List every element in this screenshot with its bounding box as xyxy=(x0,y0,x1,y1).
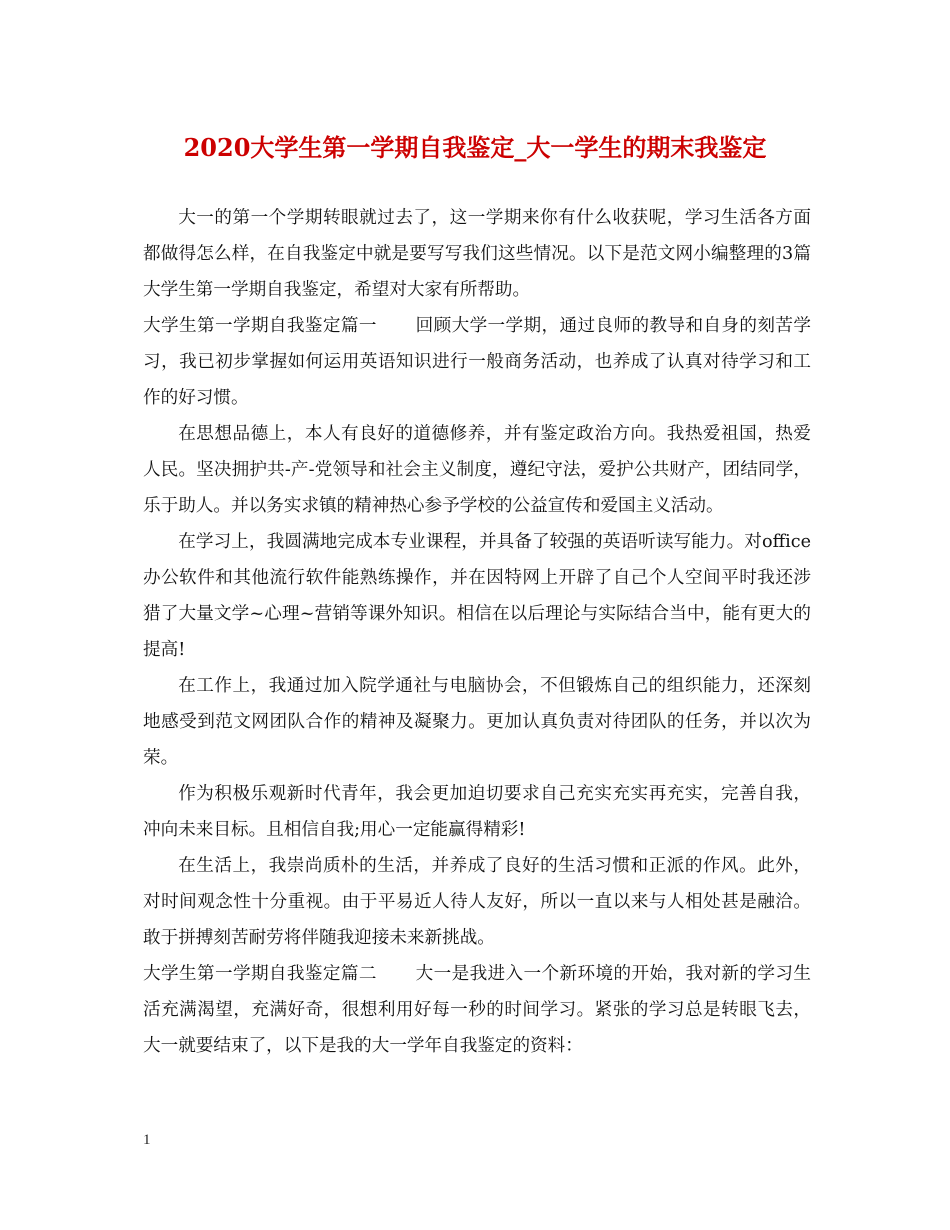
body-paragraph-study: 在学习上，我圆满地完成本专业课程，并具备了较强的英语听读写能力。对office办公软件和其他流行软件能熟练操作，并在因特网上开辟了自己个人空间平时我还涉猎了大量文学~心理~营销等课外知识。相信在以后理论与实际结合当中，能有更大的提高! xyxy=(143,532,811,660)
section2-lead: 大一是我进入一个新环境的开始，我对新的学习生活充满渴望，充满好奇，很想利用好每一秒的时间学习。紧张的学习总是转眼飞去，大一就要结束了，以下是我的大一学年自我鉴定的资料： xyxy=(143,964,811,1056)
section1-heading: 大学生第一学期自我鉴定篇一 xyxy=(143,316,377,336)
section1-lead: 回顾大学一学期，通过良师的教导和自身的刻苦学习，我已初步掌握如何运用英语知识进行一般商务活动，也养成了认真对待学习和工作的好习惯。 xyxy=(143,316,811,408)
section1-paragraph xyxy=(143,308,811,416)
body-paragraph-work: 在工作上，我通过加入院学通社与电脑协会，不但锻炼自己的组织能力，还深刻地感受到范文网团队合作的精神及凝聚力。更加认真负责对待团队的任务，并以次为荣。 xyxy=(143,676,811,768)
document-body xyxy=(143,200,811,1064)
page-number: 1 xyxy=(143,1132,151,1148)
section2-paragraph xyxy=(143,956,811,1064)
body-paragraph-goal: 作为积极乐观新时代青年，我会更加迫切要求自己充实充实再充实，完善自我，冲向未来目标。且相信自我;用心一定能赢得精彩! xyxy=(143,784,811,840)
intro-paragraph: 大一的第一个学期转眼就过去了，这一学期来你有什么收获呢，学习生活各方面都做得怎么样，在自我鉴定中就是要写写我们这些情况。以下是范文网小编整理的3篇大学生第一学期自我鉴定，希望对大家有所帮助。 xyxy=(143,208,811,300)
document-title: 2020大学生第一学期自我鉴定_大一学生的期末我鉴定 xyxy=(183,133,767,162)
section2-heading: 大学生第一学期自我鉴定篇二 xyxy=(143,964,377,984)
body-paragraph-ideology: 在思想品德上，本人有良好的道德修养，并有鉴定政治方向。我热爱祖国，热爱人民。坚决拥护共-产-党领导和社会主义制度，遵纪守法，爱护公共财产，团结同学，乐于助人。并以务实求镇的精神热心参予学校的公益宣传和爱国主义活动。 xyxy=(143,424,811,516)
body-paragraph-life: 在生活上，我崇尚质朴的生活，并养成了良好的生活习惯和正派的作风。此外，对时间观念性十分重视。由于平易近人待人友好，所以一直以来与人相处甚是融洽。敢于拼搏刻苦耐劳将伴随我迎接未来新挑战。 xyxy=(143,856,811,948)
